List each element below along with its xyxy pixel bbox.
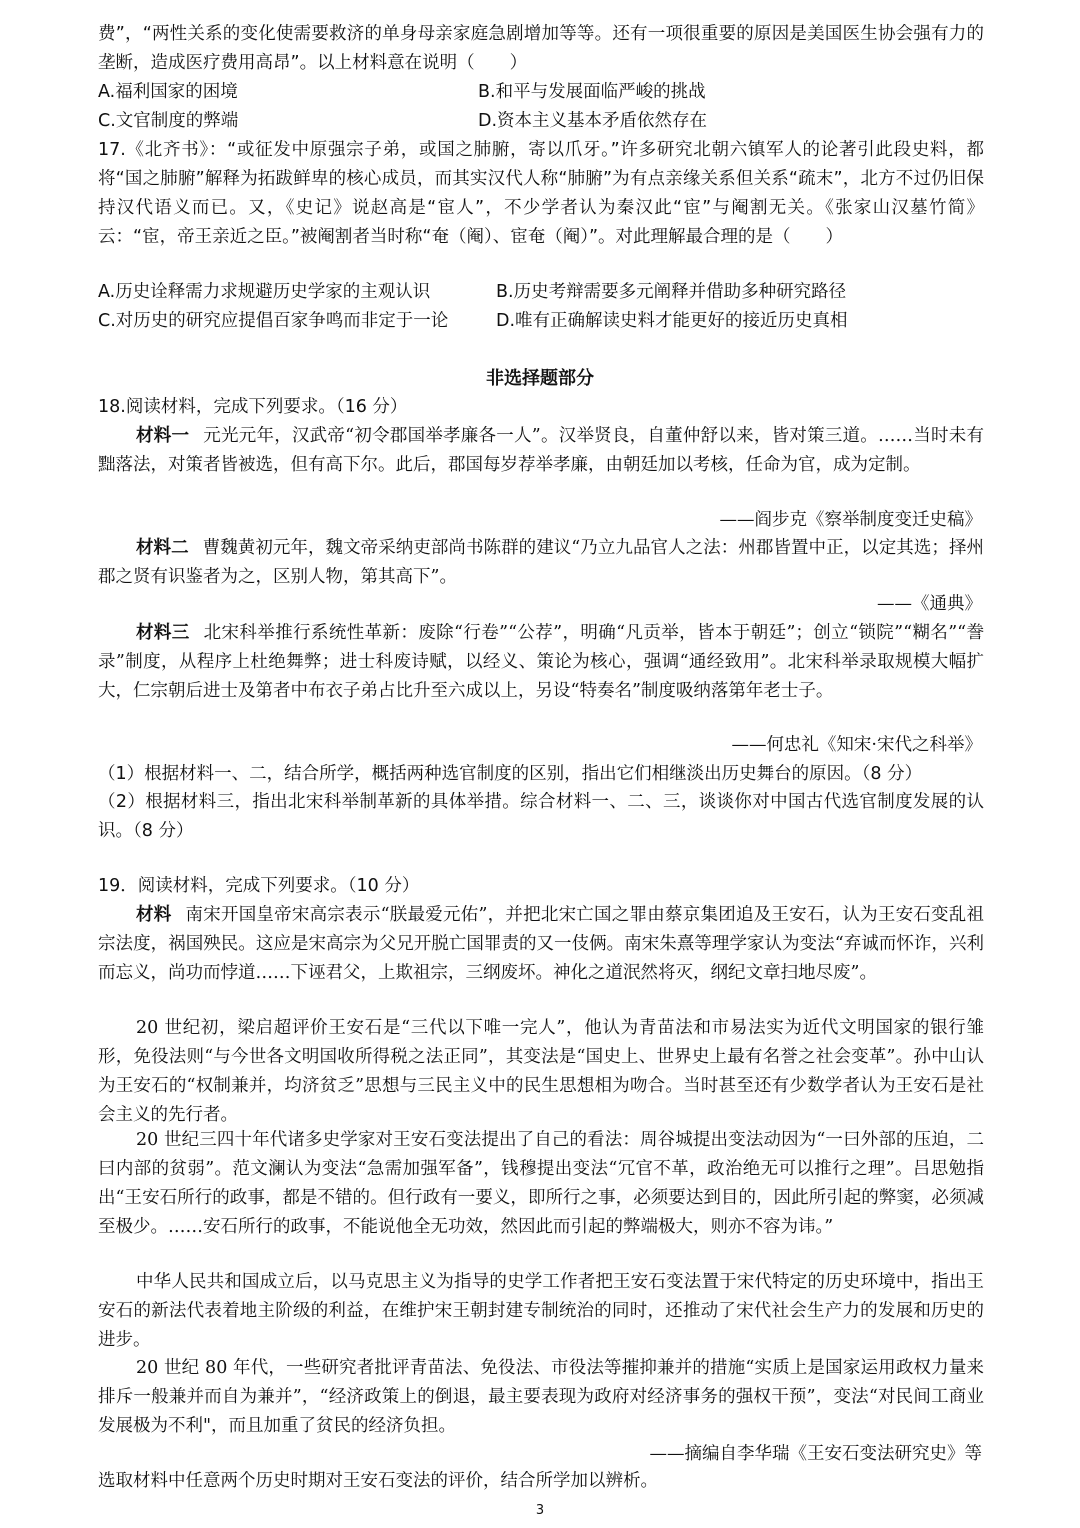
q16-option-c: C.文官制度的弊端 [98, 111, 239, 131]
q19-material-p2: 20 世纪初，梁启超评价王安石是“三代以下唯一完人”，他认为青苗法和市易法实为近代文明国家的银行雏形，免役法则“与今世各文明国收所得税之法正同”，其变法是“国史上、世界史上最有名誉之社会变革”。孙中山认为王安石的“权制兼并，均济贫乏”思想与三民主义中的民生思想相为吻合。当时甚至还有少数学者认为王安石是社会主义的先行者。 [98, 1018, 984, 1125]
q18-material-2 [98, 534, 984, 592]
q18-material-2-text: 曹魏黄初元年，魏文帝采纳吏部尚书陈群的建议“乃立九品官人之法：州郡皆置中正，以定其选；择州郡之贤有识鉴者为之，区别人物，第其高下”。 [98, 538, 984, 587]
q19-source: ——摘编自李华瑞《王安石变法研究史》等 [649, 1444, 982, 1464]
q19-material-p1 [98, 901, 984, 988]
q17-option-c: C.对历史的研究应提倡百家争鸣而非定于一论 [98, 311, 449, 331]
q19-material-p1-text: 南宋开国皇帝宋高宗表示“朕最爱元佑”，并把北宋亡国之罪由蔡京集团追及王安石，认为王安石变乱祖宗法度，祸国殃民。这应是宋高宗为父兄开脱亡国罪责的又一伎俩。南宋朱熹等理学家认为变法“弃诚而怀诈，兴利而忘义，尚功而悖道……下诬君父，上欺祖宗，三纲废坏。神化之道泯然将灭，纲纪文章扫地尽废”。 [98, 905, 985, 983]
q19-material-p5: 20 世纪 80 年代，一些研究者批评青苗法、免役法、市役法等摧抑兼并的措施“实质上是国家运用政权力量来排斥一般兼并而自为兼并”，“经济政策上的倒退，最主要表现为政府对经济事务的强权干预”，变法“对民间工商业发展极为不利"，而且加重了贫民的经济负担。 [98, 1358, 984, 1436]
q16-stem-text: 费”，“两性关系的变化使需要救济的单身母亲家庭急剧增加等等。还有一项很重要的原因是美国医生协会强有力的垄断，造成医疗费用高昂”。以上材料意在说明（ ） [98, 24, 984, 73]
q18-material-1-text: 元光元年，汉武帝“初令郡国举孝廉各一人”。汉举贤良，自董仲舒以来，皆对策三道。……当时未有黜落法，对策者皆被选，但有高下尔。此后，郡国每岁荐举孝廉，由朝廷加以考核，任命为官，成为定制。 [98, 426, 985, 475]
q16-stem [98, 20, 984, 78]
q18-material-3-label: 材料三 [136, 623, 190, 643]
q16-option-a: A.福利国家的困境 [98, 82, 238, 102]
q17-stem-text: 17.《北齐书》：“或征发中原强宗子弟，或国之肺腑，寄以爪牙。”许多研究北朝六镇军人的论著引此段史料，都将“国之肺腑”解释为拓跋鲜卑的核心成员，而其实汉代人称“肺腑”为有点亲缘关系但关系“疏末”，北方不过仍旧保持汉代语义而已。又，《史记》说赵高是“宦人”，不少学者认为秦汉此“宦”与阉割无关。《张家山汉墓竹简》云：“宦，帝王亲近之臣。”被阉割者当时称“奄（阉）、宦奄（阉）”。对此理解最合理的是（ ） [98, 140, 984, 247]
q16-option-row-1 [98, 78, 984, 107]
q17-stem [98, 136, 984, 252]
q17-option-b: B.历史考辩需要多元阐释并借助多种研究路径 [496, 282, 847, 302]
q19-material-label: 材料 [136, 905, 172, 925]
q17-option-row-2 [98, 307, 984, 336]
q18-material-1 [98, 422, 984, 480]
q18-material-1-source: ——阎步克《察举制度变迁史稿》 [719, 510, 982, 530]
q19-task: 选取材料中任意两个历史时期对王安石变法的评价，结合所学加以辨析。 [98, 1471, 658, 1491]
q18-material-1-label: 材料一 [136, 426, 190, 446]
q18-material-3-source: ——何忠礼《知宋·宋代之科举》 [731, 735, 982, 755]
q16-options [98, 78, 984, 136]
q19-material-p3: 20 世纪三四十年代诸多史学家对王安石变法提出了自己的看法：周谷城提出变法动因为“一曰外部的压迫，二曰内部的贫弱”。范文澜认为变法“急需加强军备”，钱穆提出变法“冗官不革，政治绝无可以推行之理”。吕思勉指出“王安石所行的政事，都是不错的。但行政有一要义，即所行之事，必须要达到目的，因此所引起的弊窦，必须减至极少。……安石所行的政事，不能说他全无功效，然因此而引起的弊端极大，则亦不容为讳。” [98, 1130, 984, 1237]
q18-material-3-text: 北宋科举推行系统性革新：废除“行卷”“公荐”，明确“凡贡举，皆本于朝廷”；创立“锁院”“糊名”“誊录”制度，从程序上杜绝舞弊；进士科废诗赋，以经义、策论为核心，强调“通经致用”。北宋科举录取规模大幅扩大，仁宗朝后进士及第者中布衣子弟占比升至六成以上，另设“特奏名”制度吸纳落第年老士子。 [98, 623, 984, 701]
q17-option-row-1 [98, 278, 984, 307]
page-number: 3 [535, 1503, 545, 1518]
q19-stem: 19．阅读材料，完成下列要求。（10 分） [98, 876, 420, 896]
q18-sub-2: （2）根据材料三，指出北宋科举制革新的具体举措。综合材料一、二、三，谈谈你对中国古代选官制度发展的认识。（8 分） [98, 792, 984, 841]
q18-stem: 18.阅读材料，完成下列要求。（16 分） [98, 397, 408, 417]
q17-options [98, 278, 984, 336]
q18-material-2-source: ——《通典》 [877, 594, 982, 614]
q18-material-2-label: 材料二 [136, 538, 189, 558]
q16-option-b: B.和平与发展面临严峻的挑战 [478, 82, 706, 102]
q17-option-d: D.唯有正确解读史料才能更好的接近历史真相 [496, 311, 848, 331]
q18-material-3 [98, 619, 984, 706]
q16-option-row-2 [98, 107, 984, 136]
q19-material-p4: 中华人民共和国成立后，以马克思主义为指导的史学工作者把王安石变法置于宋代特定的历史环境中，指出王安石的新法代表着地主阶级的利益，在维护宋王朝封建专制统治的同时，还推动了宋代社会生产力的发展和历史的进步。 [98, 1272, 984, 1350]
section-title: 非选择题部分 [486, 368, 594, 389]
q17-option-a: A.历史诠释需力求规避历史学家的主观认识 [98, 282, 431, 302]
q18-sub-1: （1）根据材料一、二，结合所学，概括两种选官制度的区别，指出它们相继淡出历史舞台的原因。（8 分） [98, 764, 923, 784]
q16-option-d: D.资本主义基本矛盾依然存在 [478, 111, 708, 131]
